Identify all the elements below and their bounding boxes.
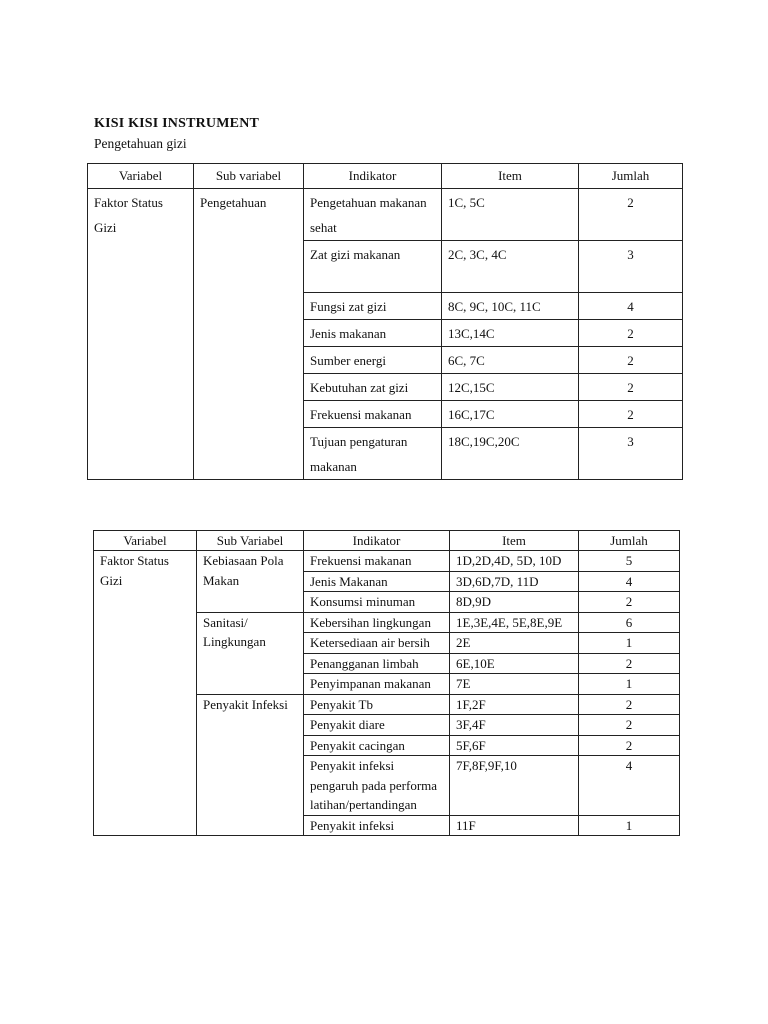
item-cell: 1E,3E,4E, 5E,8E,9E [450,612,579,633]
sub-variabel-cell: Sanitasi/ Lingkungan [197,612,304,694]
sub-variabel-cell: Penyakit Infeksi [197,694,304,836]
header-indikator: Indikator [304,164,442,189]
item-cell: 6C, 7C [442,347,579,374]
variabel-cell: Faktor Status Gizi [88,189,194,480]
indikator-cell: Frekuensi makanan [304,551,450,572]
indikator-cell: Sumber energi [304,347,442,374]
header-item: Item [450,531,579,551]
jumlah-cell: 2 [579,320,683,347]
jumlah-cell: 3 [579,428,683,480]
instrument-table-status-gizi [93,530,680,836]
table-row [88,189,683,241]
indikator-cell: Jenis makanan [304,320,442,347]
indikator-cell: Kebersihan lingkungan [304,612,450,633]
jumlah-cell: 2 [579,735,680,756]
jumlah-cell: 2 [579,592,680,613]
item-cell: 12C,15C [442,374,579,401]
indikator-cell: Penyakit cacingan [304,735,450,756]
indikator-cell: Penyakit infeksi [304,815,450,836]
indikator-cell: Jenis Makanan [304,571,450,592]
indikator-cell: Frekuensi makanan [304,401,442,428]
table-row [94,551,680,572]
table-header-row [88,164,683,189]
jumlah-cell: 4 [579,756,680,816]
instrument-table-pengetahuan [87,163,683,480]
jumlah-cell: 2 [579,374,683,401]
jumlah-cell: 2 [579,715,680,736]
item-cell: 1D,2D,4D, 5D, 10D [450,551,579,572]
item-cell: 7F,8F,9F,10 [450,756,579,816]
item-cell: 16C,17C [442,401,579,428]
item-cell: 7E [450,674,579,695]
sub-variabel-cell: Kebiasaan Pola Makan [197,551,304,613]
indikator-cell: Pengetahuan makanan sehat [304,189,442,241]
jumlah-cell: 1 [579,633,680,654]
jumlah-cell: 1 [579,815,680,836]
indikator-cell: Penyimpanan makanan [304,674,450,695]
item-cell: 1F,2F [450,694,579,715]
item-cell: 6E,10E [450,653,579,674]
indikator-cell: Tujuan pengaturan makanan [304,428,442,480]
item-cell: 2E [450,633,579,654]
jumlah-cell: 2 [579,694,680,715]
indikator-cell: Penyakit Tb [304,694,450,715]
jumlah-cell: 2 [579,653,680,674]
indikator-cell: Ketersediaan air bersih [304,633,450,654]
indikator-cell: Penyakit infeksi pengaruh pada performa latihan/pertandingan [304,756,450,816]
indikator-cell: Penangganan limbah [304,653,450,674]
jumlah-cell: 6 [579,612,680,633]
jumlah-cell: 2 [579,401,683,428]
jumlah-cell: 3 [579,241,683,293]
jumlah-cell: 2 [579,347,683,374]
item-cell: 3F,4F [450,715,579,736]
header-indikator: Indikator [304,531,450,551]
jumlah-cell: 4 [579,293,683,320]
document-heading: KISI KISI INSTRUMENT [94,116,260,131]
header-jumlah: Jumlah [579,531,680,551]
item-cell: 3D,6D,7D, 11D [450,571,579,592]
header-sub-variabel: Sub Variabel [197,531,304,551]
item-cell: 1C, 5C [442,189,579,241]
item-cell: 18C,19C,20C [442,428,579,480]
table-header-row [94,531,680,551]
item-cell: 8D,9D [450,592,579,613]
item-cell: 5F,6F [450,735,579,756]
header-variabel: Variabel [88,164,194,189]
item-cell: 2C, 3C, 4C [442,241,579,293]
sub-variabel-cell: Pengetahuan [194,189,304,480]
header-item: Item [442,164,579,189]
jumlah-cell: 4 [579,571,680,592]
indikator-cell: Kebutuhan zat gizi [304,374,442,401]
jumlah-cell: 5 [579,551,680,572]
jumlah-cell: 2 [579,189,683,241]
jumlah-cell: 1 [579,674,680,695]
variabel-cell: Faktor Status Gizi [94,551,197,836]
document-subheading: Pengetahuan gizi [94,136,187,151]
item-cell: 8C, 9C, 10C, 11C [442,293,579,320]
header-sub-variabel: Sub variabel [194,164,304,189]
indikator-cell: Fungsi zat gizi [304,293,442,320]
indikator-cell: Zat gizi makanan [304,241,442,293]
indikator-cell: Penyakit diare [304,715,450,736]
item-cell: 11F [450,815,579,836]
header-jumlah: Jumlah [579,164,683,189]
item-cell: 13C,14C [442,320,579,347]
indikator-cell: Konsumsi minuman [304,592,450,613]
header-variabel: Variabel [94,531,197,551]
